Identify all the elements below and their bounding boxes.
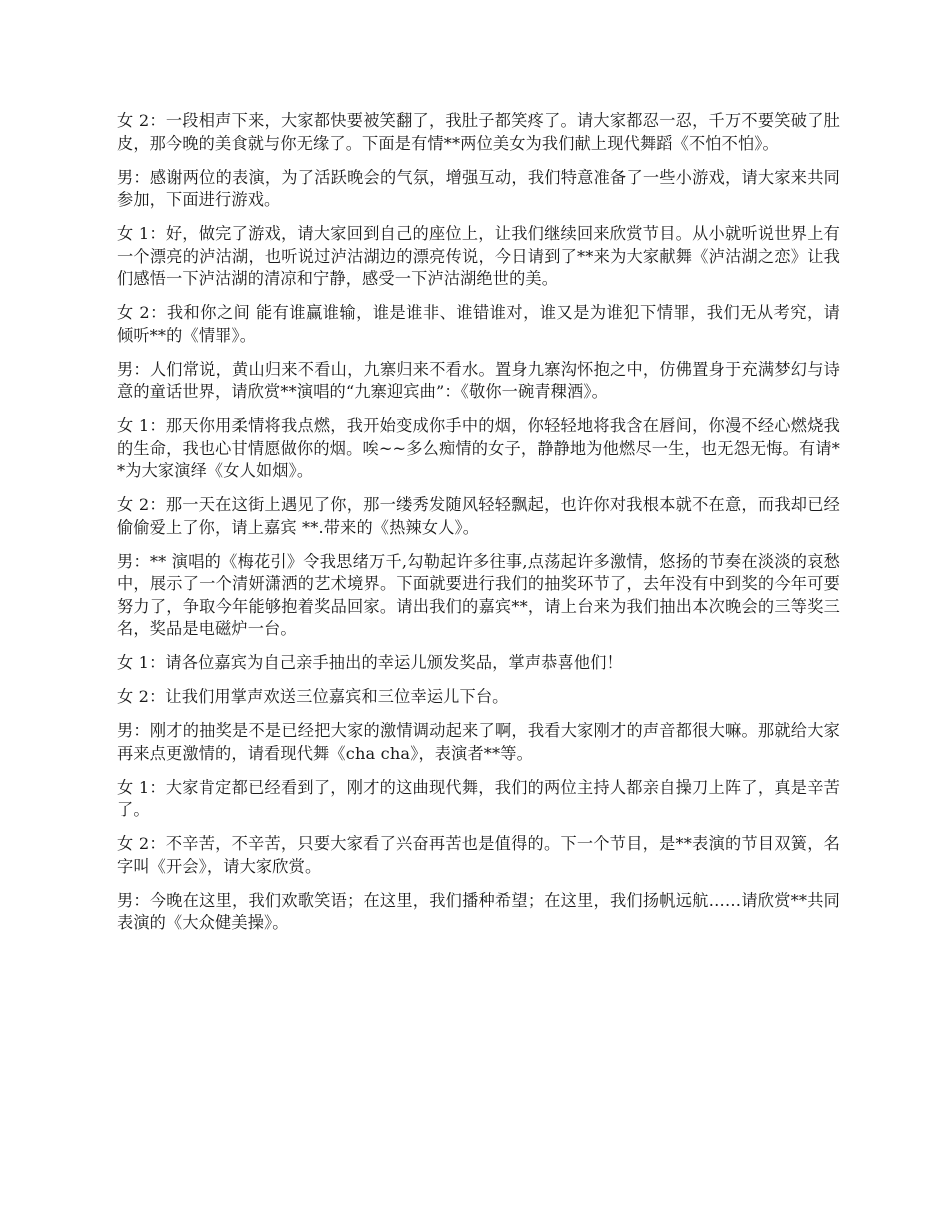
paragraph-11: 男：刚才的抽奖是不是已经把大家的激情调动起来了啊，我看大家刚才的声音都很大嘛。那就给大家再来点更激情的，请看现代舞《cha cha》，表演者**等。 [117, 721, 840, 763]
paragraph-10: 女 2：让我们用掌声欢送三位嘉宾和三位幸运儿下台。 [117, 687, 509, 706]
paragraph-7: 女 2：那一天在这街上遇见了你，那一缕秀发随风轻轻飘起，也许你对我根本就不在意，而我却已经偷偷爱上了你，请上嘉宾 **.带来的《热辣女人》。 [117, 495, 840, 537]
paragraph-3: 女 1：好，做完了游戏，请大家回到自己的座位上，让我们继续回来欣赏节目。从小就听说世界上有一个漂亮的泸沽湖，也听说过泸沽湖边的漂亮传说，今日请到了**来为大家献舞《泸沽湖之恋》让我们感悟一下泸沽湖的清凉和宁静，感受一下泸沽湖绝世的美。 [117, 224, 840, 288]
paragraph-13: 女 2：不辛苦，不辛苦，只要大家看了兴奋再苦也是值得的。下一个节目，是**表演的节目双簧，名字叫《开会》，请大家欣赏。 [117, 834, 840, 876]
paragraph-9: 女 1：请各位嘉宾为自己亲手抽出的幸运儿颁发奖品，掌声恭喜他们！ [117, 653, 623, 672]
paragraph-1: 女 2：一段相声下来，大家都快要被笑翻了，我肚子都笑疼了。请大家都忍一忍，千万不要笑破了肚皮，那今晚的美食就与你无缘了。下面是有情**两位美女为我们献上现代舞蹈《不怕不怕》。 [117, 111, 840, 153]
paragraph-6: 女 1：那天你用柔情将我点燃，我开始变成你手中的烟，你轻轻地将我含在唇间，你漫不经心燃烧我的生命，我也心甘情愿做你的烟。唉~~多么痴情的女子，静静地为他燃尽一生，也无怨无悔。有请**为大家演绎《女人如烟》。 [117, 416, 840, 480]
paragraph-14: 男：今晚在这里，我们欢歌笑语；在这里，我们播种希望；在这里，我们扬帆远航……请欣赏**共同表演的《大众健美操》。 [117, 890, 840, 932]
paragraph-4: 女 2：我和你之间 能有谁赢谁输，谁是谁非、谁错谁对，谁又是为谁犯下情罪，我们无从考究，请倾听**的《情罪》。 [117, 303, 840, 345]
paragraph-12: 女 1：大家肯定都已经看到了，刚才的这曲现代舞，我们的两位主持人都亲自操刀上阵了，真是辛苦了。 [117, 777, 840, 819]
paragraph-5: 男：人们常说，黄山归来不看山，九寨归来不看水。置身九寨沟怀抱之中，仿佛置身于充满梦幻与诗意的童话世界，请欣赏**演唱的“九寨迎宾曲”：《敬你一碗青稞酒》。 [117, 359, 840, 401]
paragraph-8: 男：** 演唱的《梅花引》令我思绪万千,勾勒起许多往事,点荡起许多激情，悠扬的节奏在淡淡的哀愁中，展示了一个清妍潇洒的艺术境界。下面就要进行我们的抽奖环节了，去年没有中到奖的今年可要努力了，争取今年能够抱着奖品回家。请出我们的嘉宾**，请上台来为我们抽出本次晚会的三等奖三名，奖品是电磁炉一台。 [117, 551, 840, 638]
paragraph-2: 男：感谢两位的表演，为了活跃晚会的气氛，增强互动，我们特意准备了一些小游戏，请大家来共同参加，下面进行游戏。 [117, 167, 840, 209]
